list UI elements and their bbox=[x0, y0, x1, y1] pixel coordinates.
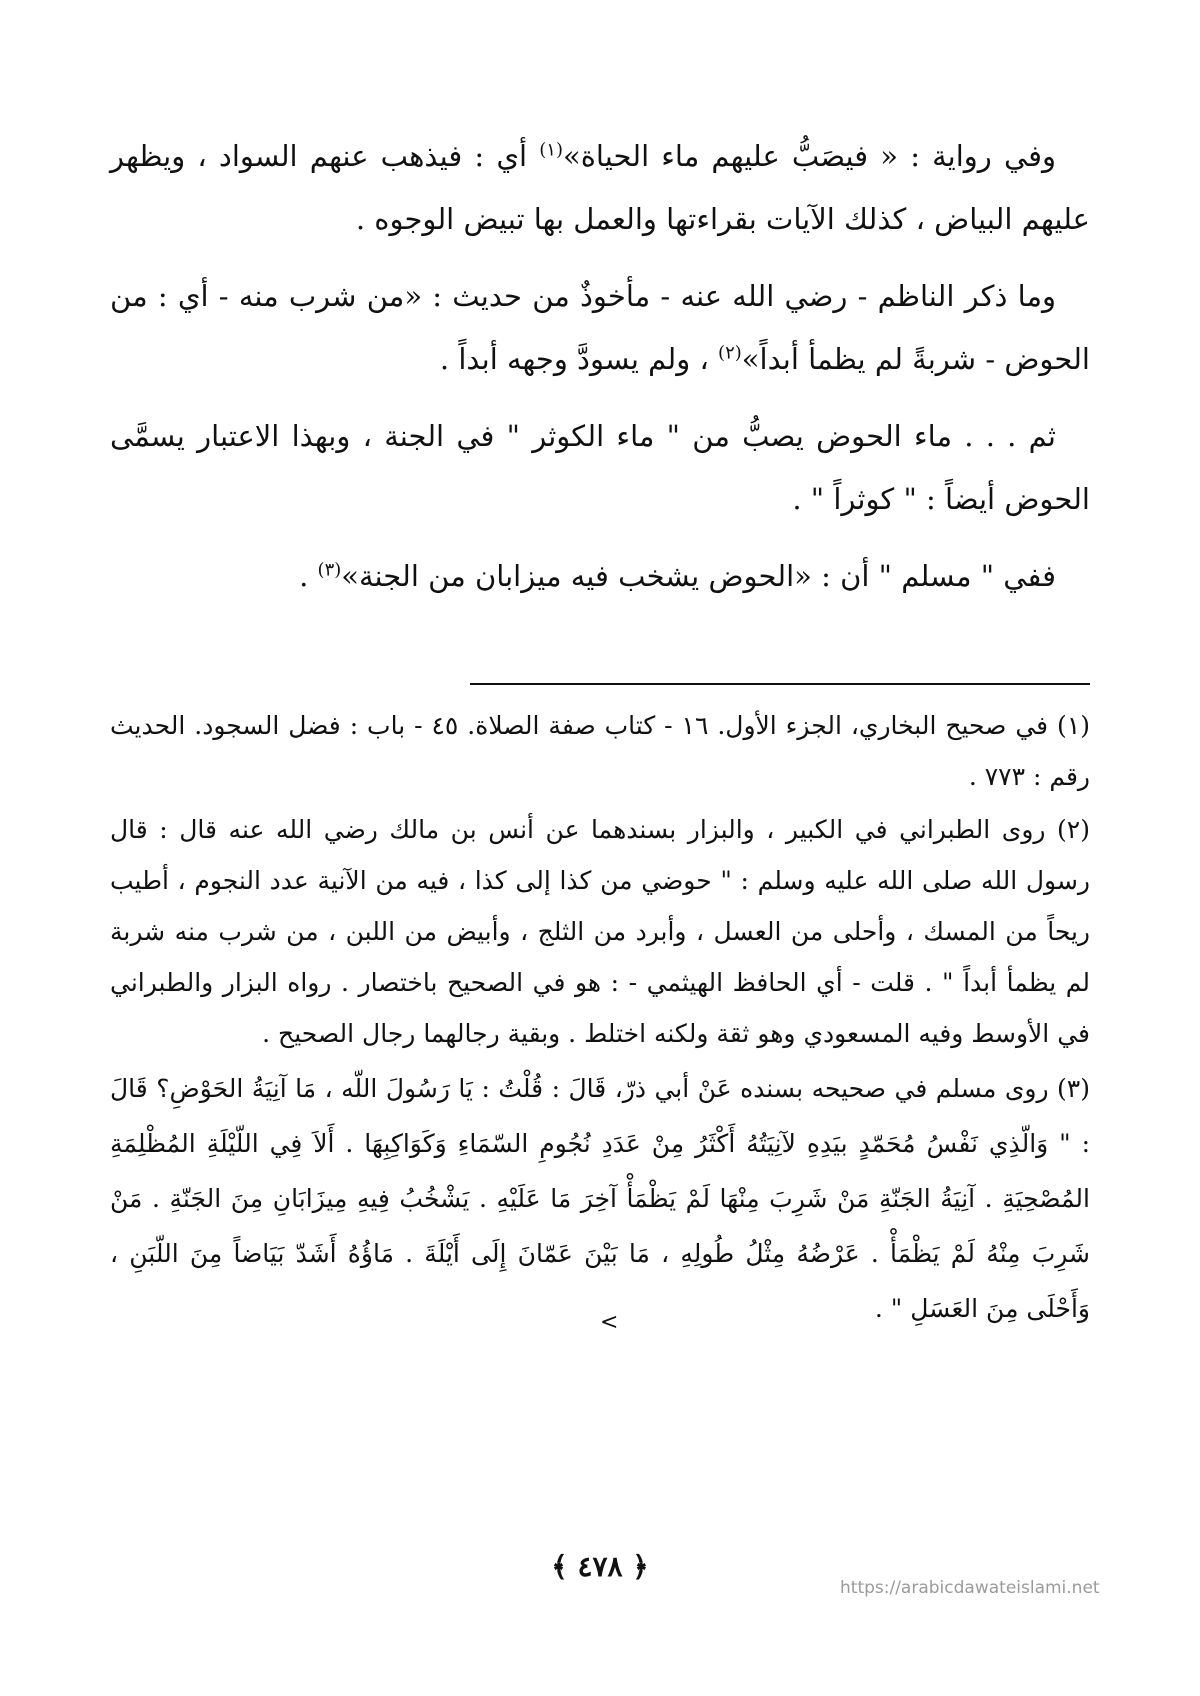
paragraph-3: ثم . . . ماء الحوض يصبُّ من " ماء الكوثر " في الجنة ، وبهذا الاعتبار يسمَّى الحوض أيضاً : " كوثراً " . bbox=[110, 419, 1090, 516]
main-text bbox=[110, 125, 1090, 622]
paragraph-2 bbox=[110, 265, 1090, 391]
footnote-ref-3[interactable]: (٣) bbox=[317, 559, 342, 581]
paragraph-4-text: ففي " مسلم " أن : «الحوض يشخب فيه ميزابان من الجنة» bbox=[341, 559, 1056, 593]
footnote-1: (١) في صحيح البخاري، الجزء الأول. ١٦ - كتاب صفة الصلاة. ٤٥ - باب : فضل السجود. الحديث رقم : ٧٧٣ . bbox=[110, 711, 1091, 791]
watermark-url: https://arabicdawateislami.net bbox=[840, 1578, 1100, 1598]
paragraph-4-rest: . bbox=[299, 559, 318, 593]
stray-mark: > bbox=[600, 1310, 619, 1335]
paragraph-1 bbox=[110, 125, 1090, 251]
footnotes bbox=[110, 700, 1090, 1338]
footnote-2: (٢) روى الطبراني في الكبير ، والبزار بسندهما عن أنس بن مالك رضي الله عنه قال : قال رسول الله صلى الله عليه وسلم : " حوضي من كذا إلى كذا ، فيه من الآنية عدد النجوم ، أطيب ريحاً من المسك ، وأحلى من العسل ، وأبرد من الثلج ، وأبيض من اللبن ، من شرب منه شربة لم يظمأ أبداً " . قلت - أي الحافظ الهيثمي - : هو في الصحيح باختصار . رواه البزار والطبراني في الأوسط وفيه المسعودي وهو ثقة ولكنه اختلط . وبقية رجالهما رجال الصحيح . bbox=[110, 815, 1090, 1048]
paragraph-2-text: وما ذكر الناظم - رضي الله عنه - مأخوذٌ من حديث : «من شرب منه - أي : من الحوض - شربةً لم يظمأ أبداً» bbox=[110, 279, 1090, 376]
paragraph-1-rest: أي : فيذهب عنهم السواد ، ويظهر عليهم البياض ، كذلك الآيات بقراءتها والعمل بها تبيض الوجوه . bbox=[110, 139, 1090, 236]
paragraph-2-rest: ، ولم يسودَّ وجهه أبداً . bbox=[439, 342, 719, 376]
paragraph-4 bbox=[110, 545, 1090, 608]
footnote-separator bbox=[470, 683, 1090, 685]
page-number: ﴿ ٤٧٨ ﴾ bbox=[551, 1550, 649, 1583]
paragraph-1-text: وفي رواية : « فيصَبُّ عليهم ماء الحياة» bbox=[562, 139, 1056, 173]
footnote-ref-1[interactable]: (١) bbox=[539, 139, 563, 161]
footnote-3: (٣) روى مسلم في صحيحه بسنده عَنْ أبي ذرّ، قَالَ : قُلْتُ : يَا رَسُولَ اللّه ، مَا آنِيَةُ الحَوْضِ؟ قَالَ : " وَالّذِي نَفْسُ مُحَمّدٍ بيَدِهِ لآنِيَتُهُ أَكْثَرُ مِنْ عَدَدِ نُجُومِ السّمَاءِ وَكَوَاكِبِهَا . أَلاَ فِي اللّيْلَةِ المُظْلِمَةِ المُصْحِيَةِ . آنِيَةُ الجَنّةِ مَنْ شَرِبَ مِنْهَا لَمْ يَظْمَأْ آخِرَ مَا عَلَيْهِ . يَشْخُبُ فِيهِ مِيزَابَانِ مِنَ الجَنّةِ . مَنْ شَرِبَ مِنْهُ لَمْ يَظْمَأْ . عَرْضُهُ مِثْلُ طُولِهِ ، مَا بَيْنَ عَمّانَ إِلَى أَيْلَةَ . مَاؤُهُ أَشَدّ بَيَاضاً مِنَ اللّبَنِ ، وَأَحْلَى مِنَ العَسَلِ " . bbox=[110, 1074, 1090, 1323]
footnote-ref-2[interactable]: (٢) bbox=[718, 342, 742, 364]
